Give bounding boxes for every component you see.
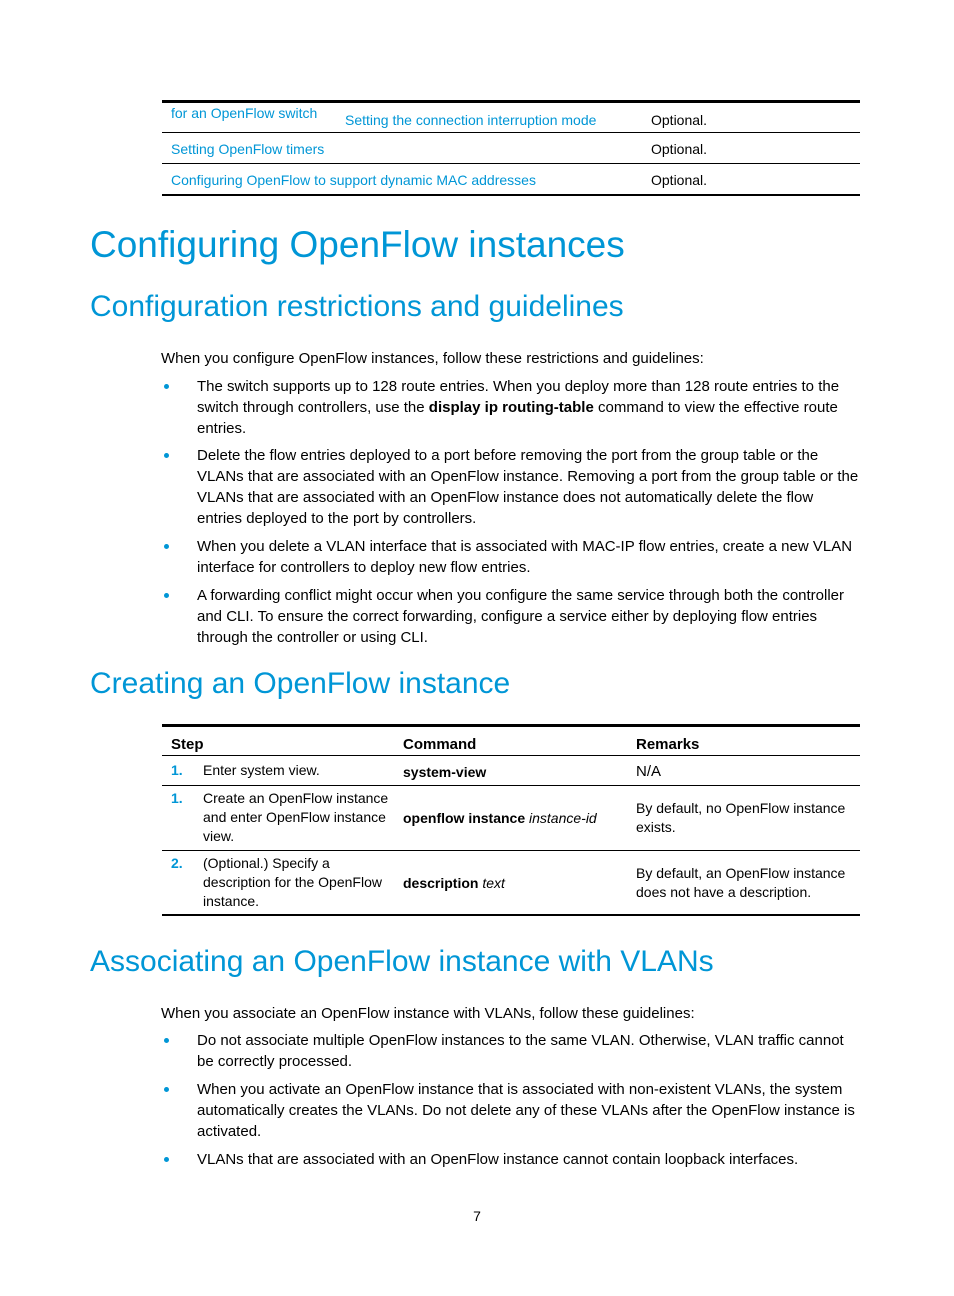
bullet-text: automatically creates the VLANs. Do not delete any of these VLANs after the OpenFlow instance is xyxy=(197,1102,855,1119)
remark-cell: Optional. xyxy=(651,172,708,188)
list-item xyxy=(197,376,867,439)
section-intro: When you configure OpenFlow instances, follow these restrictions and guidelines: xyxy=(161,350,704,367)
step-description: (Optional.) Specify a description for the OpenFlow instance. xyxy=(203,855,382,909)
step-number: 2. xyxy=(171,855,183,871)
table-row xyxy=(162,786,860,851)
continuation-table xyxy=(162,100,860,196)
table-row xyxy=(162,756,860,786)
bullet-text: The switch supports up to 128 route entries. When you deploy more than 128 route entries to the xyxy=(197,378,840,395)
table-row xyxy=(162,851,860,916)
link-openflow-timers[interactable]: Setting OpenFlow timers xyxy=(171,141,325,157)
command-keyword: description xyxy=(403,875,479,891)
list-item xyxy=(197,585,867,648)
bullet-text-part: switch through controllers, use the xyxy=(197,399,429,416)
bullet-text-part: command to view the effective route xyxy=(593,399,838,416)
bullet-text: When you delete a VLAN interface that is associated with MAC-IP flow entries, create a new VLAN xyxy=(197,538,853,555)
bullet-text: VLANs that are associated with an OpenFlow instance does not automatically delete the flow xyxy=(197,489,814,506)
command-keyword: openflow instance xyxy=(403,810,526,826)
section-title-restrictions: Configuration restrictions and guidelines xyxy=(90,290,624,323)
header-step: Step xyxy=(171,736,204,753)
bullet-dot xyxy=(164,1038,169,1043)
list-item xyxy=(197,1030,867,1072)
bullet-text: activated. xyxy=(197,1123,262,1140)
link-dynamic-mac-addresses[interactable]: Configuring OpenFlow to support dynamic MAC addresses xyxy=(171,172,536,188)
section-intro: When you associate an OpenFlow instance with VLANs, follow these guidelines: xyxy=(161,1005,695,1022)
bullet-dot xyxy=(164,593,169,598)
table-row xyxy=(162,164,860,196)
list-item xyxy=(197,536,867,578)
list-item xyxy=(197,1149,867,1170)
step-number: 1. xyxy=(171,790,183,806)
bullet-dot xyxy=(164,384,169,389)
step-description: Enter system view. xyxy=(203,762,320,778)
table-row xyxy=(162,103,860,133)
bullet-text: be correctly processed. xyxy=(197,1053,353,1070)
bullet-text: VLANs that are associated with an OpenFlow instance cannot contain loopback interfaces. xyxy=(197,1151,799,1168)
step-command xyxy=(403,810,597,826)
header-remarks: Remarks xyxy=(636,736,700,753)
bullet-text: and CLI. To ensure the correct forwarding, configure a service either by deploying flow entries xyxy=(197,608,818,625)
command-keyword: display ip routing-table xyxy=(428,399,594,416)
step-remarks: By default, no OpenFlow instance exists. xyxy=(636,800,846,835)
command-keyword: system-view xyxy=(403,764,487,780)
bullet-text xyxy=(197,397,867,418)
chapter-title: Configuring OpenFlow instances xyxy=(90,224,625,265)
bullet-text: interface for controllers to deploy new flow entries. xyxy=(197,559,531,576)
table-row xyxy=(162,133,860,164)
table-header xyxy=(162,727,860,756)
step-remarks: N/A xyxy=(636,763,662,780)
bullet-text: Delete the flow entries deployed to a port before removing the port from the group table or the xyxy=(197,447,819,464)
bullet-text: through the controller or using CLI. xyxy=(197,629,428,646)
section-title-creating: Creating an OpenFlow instance xyxy=(90,667,511,700)
list-item xyxy=(197,445,867,529)
bullet-text: entries. xyxy=(197,420,247,437)
step-remarks: By default, an OpenFlow instance does not have a description. xyxy=(636,865,846,900)
bullet-dot xyxy=(164,453,169,458)
steps-table xyxy=(162,724,860,916)
bullet-text: VLANs that are associated with an OpenFlow instance. Removing a port from the group table or the xyxy=(197,468,859,485)
bullet-dot xyxy=(164,544,169,549)
remark-cell: Optional. xyxy=(651,112,708,128)
step-description: Create an OpenFlow instance and enter OpenFlow instance view. xyxy=(203,790,389,844)
bullet-dot xyxy=(164,1087,169,1092)
step-command xyxy=(403,764,486,780)
page-number: 7 xyxy=(473,1208,481,1224)
step-command xyxy=(403,875,505,891)
command-argument: instance-id xyxy=(529,810,597,826)
step-number: 1. xyxy=(171,762,183,778)
list-item xyxy=(197,1079,867,1142)
bullet-text: When you activate an OpenFlow instance that is associated with non-existent VLANs, the system xyxy=(197,1081,843,1098)
section-title-associating: Associating an OpenFlow instance with VLANs xyxy=(90,945,714,978)
bullet-dot xyxy=(164,1157,169,1162)
link-openflow-switch[interactable]: for an OpenFlow switch xyxy=(171,105,318,121)
link-connection-interruption-mode[interactable]: Setting the connection interruption mode xyxy=(345,112,597,128)
bullet-text: Do not associate multiple OpenFlow instances to the same VLAN. Otherwise, VLAN traffic cannot xyxy=(197,1032,844,1049)
header-command: Command xyxy=(403,736,477,753)
remark-cell: Optional. xyxy=(651,141,708,157)
bullet-text: entries deployed to the port by controllers. xyxy=(197,510,477,527)
command-argument: text xyxy=(482,875,505,891)
bullet-text: A forwarding conflict might occur when you configure the same service through both the controller xyxy=(197,587,845,604)
